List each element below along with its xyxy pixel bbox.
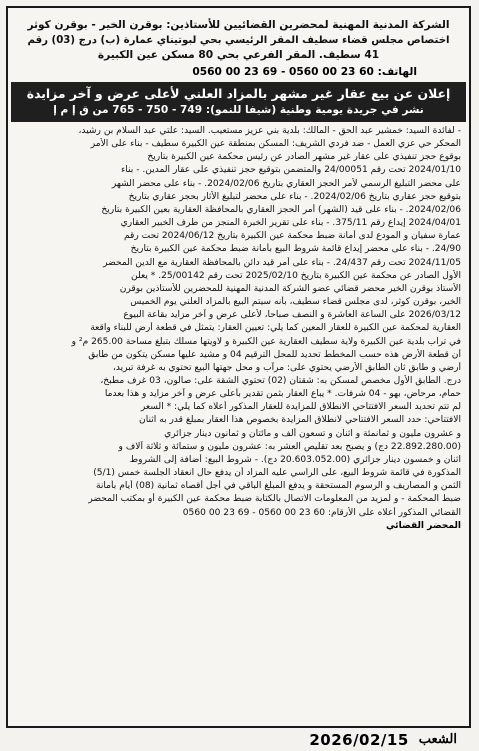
body-line: الثمن و المصاريف و الرسوم المستحقة و يدفع المبلغ الباقي في أجل أقصاه ثمانية (08) أيام بأمانة bbox=[95, 481, 461, 492]
notice-title-banner bbox=[11, 82, 466, 122]
body-line: حمام، مرحاض، بهو - 04 شرفات. * يباع العقار بثمن تقدير بأعلى عرض و آخر مزايد و هذا بعدما bbox=[104, 389, 461, 400]
body-line: القضائي المذكور أعلاه على الأرقام: 60 23 00 0560 - 69 23 00 0560 bbox=[182, 507, 461, 518]
body-line: و عشرون مليون و ثمانمئة و اثنان و تسعون ألف و مائتان و ثمانون دينار جزائري bbox=[164, 428, 461, 439]
body-line: أرضي و طابق ثان الطابق الأرضي يحتوي على: مرآب و محل جهتها البيع تحتوي به غرفة تبريد، bbox=[112, 362, 461, 373]
body-line: 2024/01/10 تحت رقم 24/00051 والمتضمن بتوقيع حجز تنفيذي على عقار المدين. - بناء bbox=[121, 165, 461, 176]
body-line: لم تتم تحديد السعر الافتتاحي الانطلاق للمزايدة للعقار المذكور أعلاه كما يلي: * السعر bbox=[140, 402, 461, 413]
body-line: (22.892.280.00 دج) و يصبح بعد تقليص العشر به: عشرون مليون و ستمائة و ثلاثة آلاف و bbox=[118, 441, 461, 452]
body-line: اثنان و خمسون دينار جزائري (20.603.052.00 دج). - شروط البيع: أضافة إلى الشروط bbox=[129, 454, 461, 465]
body-line: 2026/03/12 على الساعة العاشرة و النصف صباحا، لأعلى عرض و آخر مزايد بقاعة البيوع bbox=[123, 310, 461, 321]
body-line: العقارية لمحكمة عين الكبيرة للعقار المعين كما يلي: تعيين العقار: يتمثل في قطعة أرض للبناء واقعة bbox=[90, 323, 461, 334]
notice-body bbox=[8, 122, 469, 520]
body-line: عمارة سفيان و المودع لدى أمانة ضبط محكمة عين الكبيرة بتاريخ 2024/06/12 تحت رقم bbox=[123, 231, 461, 242]
body-line: على محضر التبليغ الرسمي لأمر الحجز العقاري بتاريخ 2024/02/06. - بناء على محضر الشهر bbox=[111, 178, 461, 189]
newspaper-name: الشعب bbox=[418, 732, 457, 747]
company-name: الشركة المدنية المهنية لمحضرين القضائيين للأستاذين: بوقرن الخير - بوقرن كوثر bbox=[27, 19, 450, 31]
phone-line: الهاتف: 60 23 00 0560 - 69 23 00 0560 bbox=[192, 66, 417, 78]
body-line: الافتتاحي: حدد السعر الافتتاحي لانطلاق المزايدة بخصوص هذا العقار بمبلغ قدر به اثنان bbox=[139, 415, 461, 426]
body-line: المحكر حي عزي العمل - ضد فردي الشريف: المسكن بمنطقة عين الكبيرة سطيف - بناء على الأمر bbox=[90, 139, 461, 150]
body-line: بتوقيع حجز عقاري بتاريخ 2024/02/06. - بناء على محضر لتبليغ الأثار بحجز عقاري بتاريخ bbox=[128, 191, 461, 202]
body-line: في تراب بلدية عين الكبيرة ولاية سطيف العقارية عين الكبيرة و لاويتها مسلك بتبلغ مساحة 265.00 م² و bbox=[71, 336, 461, 347]
notice-subtitle: نشر في جريدة يومية وطنية (شيفا للنمو): 749 - 750 - 765 من ق إ م إ bbox=[53, 104, 424, 116]
page-footer bbox=[0, 728, 479, 751]
notice-header bbox=[8, 8, 469, 65]
publication-date: 2026/02/15 bbox=[309, 730, 409, 749]
body-line: ضبط المحكمة - و لمزيد من المعلومات الاتصال بالكتابة ضبط محكمة عين الكبيرة أو بمكتب المحضر bbox=[88, 494, 461, 505]
body-line: المذكورة في قائمة شروط البيع، على الراسي عليه المزاد أن يدفع حال انعقاد الجلسة خمس (5/1) bbox=[93, 468, 461, 479]
body-line: - لفائدة السيد: خمشير عبد الحق - المالك: بلدية بني عزيز مستعيب. السيد: علتي عبد السلام بن رشيد، bbox=[78, 126, 461, 136]
notice-frame bbox=[6, 6, 471, 728]
body-line: الأول الصادر عن محكمة عين الكبيرة بتاريخ 2025/02/10 تحت رقم 25/00142. * يعلن bbox=[131, 270, 461, 281]
body-line: الأستاذ بوقرن الخير محضر قضائي عضو الشركة المدنية المهنية للمحضرين للأستاذين بوقرن bbox=[119, 283, 461, 294]
body-line: أن قطعة الأرض هذه حسب المخطط تحديد للمحل الترقيم 04 و مشيد عليها مسكن يتكون من طابق bbox=[88, 349, 461, 360]
body-line: 24/90. - بناء على محضر إيداع قائمة شروط البيع بأمانة ضبط محكمة عين الكبيرة بتاريخ bbox=[130, 244, 461, 255]
body-line: 2024/02/06. - بناء على قيد (الشهر) أمر الحجز العقاري بالمحافظة العقارية بعين الكبيرة بتاريخ bbox=[101, 204, 461, 215]
jurisdiction-line: اختصاص مجلس قضاء سطيف المقر الرئيسي بحي لبوتيناي عمارة (ب) درج (03) رقم bbox=[27, 35, 450, 46]
body-line: درج. الطابق الأول مخصص لمسكن به: شقتان (02) تحتوي الشقة على: صالون، 03 غرف مطبخ، bbox=[100, 375, 461, 386]
notice-title: إعلان عن بيع عقار غير مشهر بالمزاد العلني لأعلى عرض و آخر مزايدة bbox=[26, 86, 451, 101]
body-line: 2024/04/01 إيداع رقم 375/11. - بناء على تقرير الخبرة المنجز من طرف الخبير العقاري bbox=[120, 218, 461, 229]
body-line: 2024/11/05 تحت رقم 24/437. - بناء على أمر قيد دائن بالمحافظة العقارية مع الدين المحضر bbox=[103, 257, 461, 268]
address-line: 41 سطيف. المقر الفرعي بحي 80 مسكن عين الكبيرة bbox=[97, 49, 380, 61]
body-line: بوقوع حجز تنفيذي على عقار غير مشهر الصادر عن رئيس محكمة عين الكبيرة بتاريخ bbox=[147, 152, 461, 163]
body-line: الخير، بوقرن كوثر، لدى مجلس قضاء سطيف، بأنه سيتم البيع بالمزاد العلني يوم الخميس bbox=[130, 297, 461, 308]
signature-row bbox=[8, 520, 469, 533]
signature-label: المحضر القضائي bbox=[385, 520, 461, 531]
